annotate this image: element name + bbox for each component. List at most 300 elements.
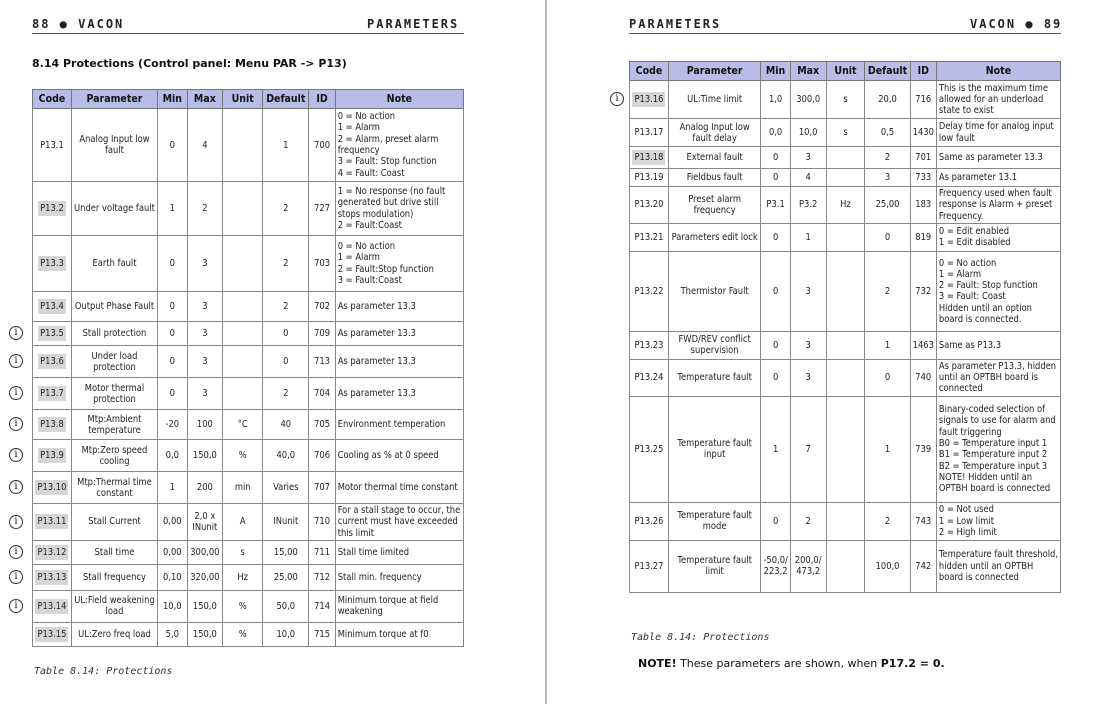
cell-id: 743 xyxy=(910,502,936,540)
cell-min: 0 xyxy=(761,331,790,359)
cell-parameter: External fault xyxy=(668,147,761,169)
cell-default: 2 xyxy=(865,251,910,331)
cell-unit: Hz xyxy=(826,187,865,224)
cell-parameter: Under load protection xyxy=(71,346,157,378)
cell-min: 0 xyxy=(158,236,187,292)
cell-min: 0 xyxy=(761,169,790,187)
section-title: 8.14 Protections (Control panel: Menu PAR -> P13) xyxy=(32,57,347,70)
cell-max: 150,0 xyxy=(187,590,223,622)
cell-id: 713 xyxy=(309,346,335,378)
table-row xyxy=(630,502,1061,540)
cell-parameter: Analog Input low fault delay xyxy=(668,119,761,147)
cell-id: 709 xyxy=(309,322,335,346)
note-line: 1 = No response (no fault generated but drive still stops modulation) xyxy=(337,185,446,220)
cell-code xyxy=(33,292,72,322)
cell-unit xyxy=(223,378,263,410)
table-row xyxy=(33,440,464,472)
note-line: Hidden until an option board is connected. xyxy=(938,302,1032,325)
right-page xyxy=(548,0,1099,704)
cell-unit xyxy=(223,236,263,292)
cell-min: 0 xyxy=(158,346,187,378)
cell-parameter: UL:Field weakening load xyxy=(71,590,157,622)
parameter-code: P13.22 xyxy=(634,285,664,297)
cell-min: 1 xyxy=(158,472,187,504)
cell-max: 10,0 xyxy=(790,119,826,147)
left-parameter-table xyxy=(32,89,464,647)
cell-min: P3.1 xyxy=(761,187,790,224)
parameter-code: P13.2 xyxy=(40,203,64,214)
cell-max: 2,0 x INunit xyxy=(187,504,223,541)
cell-min: 1,0 xyxy=(761,81,790,119)
cell-default: 15,00 xyxy=(263,540,309,564)
parameter-code: P13.19 xyxy=(634,172,664,183)
note-line: 2 = Fault:Stop function xyxy=(337,263,434,275)
parameter-code: P13.13 xyxy=(37,571,67,583)
column-header-max: Max xyxy=(790,62,826,81)
column-header-unit: Unit xyxy=(223,90,263,109)
cell-note xyxy=(335,182,463,236)
cell-unit: s xyxy=(223,540,263,564)
note-line: Minimum torque at f0 xyxy=(337,628,429,640)
cell-id: 715 xyxy=(309,622,335,646)
table-row xyxy=(630,187,1061,224)
table-row xyxy=(630,396,1061,502)
cell-code xyxy=(630,187,669,224)
cell-unit: s xyxy=(826,119,865,147)
note-line: As parameter P13.3, hidden until an OPTBH board is connected xyxy=(938,360,1057,395)
cell-note xyxy=(335,504,463,541)
note-line: 1 = Alarm xyxy=(337,122,380,134)
parameter-code: P13.7 xyxy=(40,388,64,399)
cell-parameter: Parameters edit lock xyxy=(668,223,761,251)
cell-code xyxy=(630,147,669,169)
cell-unit xyxy=(826,396,865,502)
note-line: 1 = Low limit xyxy=(938,515,995,527)
cell-max: 3 xyxy=(187,292,223,322)
cell-default: 100,0 xyxy=(865,540,910,592)
right-header-brand: VACON ● 89 xyxy=(970,17,1063,31)
info-icon: i xyxy=(610,92,624,106)
cell-note xyxy=(936,223,1060,251)
cell-note xyxy=(335,622,463,646)
note-line: 1 = Alarm xyxy=(938,268,982,280)
cell-max: 150,0 xyxy=(187,622,223,646)
cell-default: 1 xyxy=(865,331,910,359)
table-row xyxy=(33,590,464,622)
right-header-rule xyxy=(629,33,1061,34)
column-header-min: Min xyxy=(158,90,187,109)
cell-default: 0 xyxy=(263,322,309,346)
column-header-max: Max xyxy=(187,90,223,109)
cell-default: 20,0 xyxy=(865,81,910,119)
cell-id: 732 xyxy=(910,251,936,331)
cell-min: 0 xyxy=(158,322,187,346)
cell-parameter: Stall time xyxy=(71,540,157,564)
cell-max: 3 xyxy=(187,378,223,410)
cell-code xyxy=(33,540,72,564)
cell-unit: s xyxy=(826,81,865,119)
note-line: 0 = No action xyxy=(337,111,396,123)
cell-note xyxy=(936,147,1060,169)
note-line: 3 = Fault: Coast xyxy=(938,291,1006,303)
cell-parameter: Temperature fault limit xyxy=(668,540,761,592)
cell-code xyxy=(630,223,669,251)
cell-id: 716 xyxy=(910,81,936,119)
cell-default: 2 xyxy=(263,236,309,292)
cell-note xyxy=(335,564,463,590)
cell-code xyxy=(630,331,669,359)
table-row xyxy=(33,472,464,504)
table-row xyxy=(33,346,464,378)
cell-unit xyxy=(826,251,865,331)
cell-unit xyxy=(826,359,865,396)
cell-id: 183 xyxy=(910,187,936,224)
column-header-unit: Unit xyxy=(826,62,865,81)
left-page xyxy=(0,0,545,704)
column-header-code: Code xyxy=(33,90,72,109)
parameter-code: P13.11 xyxy=(37,516,67,528)
cell-max: 2 xyxy=(187,182,223,236)
cell-unit: A xyxy=(223,504,263,541)
cell-code xyxy=(630,540,669,592)
note-line: This is the maximum time allowed for an underload state to exist xyxy=(938,82,1049,117)
cell-parameter: Analog Input low fault xyxy=(71,109,157,182)
cell-id: 701 xyxy=(910,147,936,169)
cell-code xyxy=(33,182,72,236)
cell-max: 3 xyxy=(790,359,826,396)
note-line: Same as parameter 13.3 xyxy=(938,151,1043,163)
cell-note xyxy=(335,346,463,378)
table-row xyxy=(33,109,464,182)
table-row xyxy=(630,81,1061,119)
cell-parameter: Output Phase Fault xyxy=(71,292,157,322)
cell-unit xyxy=(223,322,263,346)
cell-code xyxy=(630,502,669,540)
cell-unit xyxy=(223,109,263,182)
note-line: B0 = Temperature input 1 xyxy=(938,437,1048,449)
table-row xyxy=(33,540,464,564)
cell-note xyxy=(936,396,1060,502)
column-header-parameter: Parameter xyxy=(71,90,157,109)
parameter-code: P13.16 xyxy=(634,94,664,105)
note-line: Same as P13.3 xyxy=(938,339,1002,351)
cell-note xyxy=(936,119,1060,147)
cell-parameter: Earth fault xyxy=(71,236,157,292)
note-line: 3 = Fault: Stop function xyxy=(337,156,437,168)
cell-min: 0,10 xyxy=(158,564,187,590)
column-header-default: Default xyxy=(263,90,309,109)
cell-max: 3 xyxy=(187,236,223,292)
info-icon: i xyxy=(9,599,23,613)
cell-note xyxy=(936,169,1060,187)
note-line: 0 = No action xyxy=(337,240,396,252)
cell-id: 705 xyxy=(309,410,335,440)
table-row xyxy=(33,322,464,346)
parameter-code: P13.3 xyxy=(40,258,64,269)
cell-code xyxy=(33,504,72,541)
cell-max: 300,0 xyxy=(790,81,826,119)
cell-min: 0 xyxy=(158,109,187,182)
note-line: Minimum torque at field weakening xyxy=(337,595,439,618)
cell-min: 10,0 xyxy=(158,590,187,622)
cell-parameter: Under voltage fault xyxy=(71,182,157,236)
cell-min: 0 xyxy=(158,378,187,410)
cell-unit: % xyxy=(223,622,263,646)
table-row xyxy=(33,622,464,646)
cell-default: 2 xyxy=(263,292,309,322)
parameter-code: P13.23 xyxy=(634,339,664,351)
cell-id: 740 xyxy=(910,359,936,396)
cell-default: 1 xyxy=(263,109,309,182)
cell-code xyxy=(33,590,72,622)
cell-code xyxy=(630,359,669,396)
parameter-code: P13.15 xyxy=(37,628,67,640)
column-header-code: Code xyxy=(630,62,669,81)
cell-id: 1463 xyxy=(910,331,936,359)
parameter-code: P13.24 xyxy=(634,372,664,384)
cell-max: 2 xyxy=(790,502,826,540)
cell-note xyxy=(936,331,1060,359)
info-icon: i xyxy=(9,326,23,340)
cell-unit: °C xyxy=(223,410,263,440)
table-row xyxy=(33,378,464,410)
cell-parameter: Mtp:Zero speed cooling xyxy=(71,440,157,472)
cell-parameter: Motor thermal protection xyxy=(71,378,157,410)
cell-max: 7 xyxy=(790,396,826,502)
cell-note xyxy=(335,472,463,504)
note-line: Frequency used when fault response is Alarm + preset Frequency. xyxy=(938,188,1053,222)
table-row xyxy=(630,359,1061,396)
cell-code xyxy=(630,169,669,187)
cell-min: 0,00 xyxy=(158,540,187,564)
cell-unit: min xyxy=(223,472,263,504)
cell-id: 702 xyxy=(309,292,335,322)
info-icon: i xyxy=(9,570,23,584)
cell-code xyxy=(33,472,72,504)
column-header-id: ID xyxy=(309,90,335,109)
note-line: For a stall stage to occur, the current must have exceeded this limit xyxy=(337,505,461,539)
note-line: Binary-coded selection of signals to use for alarm and fault triggering xyxy=(938,404,1056,438)
note-line: 1 = Edit disabled xyxy=(938,237,1011,249)
cell-id: 733 xyxy=(910,169,936,187)
cell-parameter: Mtp:Ambient temperature xyxy=(71,410,157,440)
table-row xyxy=(33,292,464,322)
cell-note xyxy=(335,236,463,292)
cell-note xyxy=(335,410,463,440)
cell-default: 40 xyxy=(263,410,309,440)
cell-default: 10,0 xyxy=(263,622,309,646)
cell-default: 40,0 xyxy=(263,440,309,472)
note-line: 2 = Alarm, preset alarm frequency xyxy=(337,133,439,156)
info-icon: i xyxy=(9,417,23,431)
parameter-code: P13.14 xyxy=(37,600,67,612)
column-header-id: ID xyxy=(910,62,936,81)
cell-code xyxy=(33,236,72,292)
cell-parameter: Fieldbus fault xyxy=(668,169,761,187)
cell-id: 710 xyxy=(309,504,335,541)
cell-unit xyxy=(826,540,865,592)
cell-default: 2 xyxy=(865,147,910,169)
cell-id: 706 xyxy=(309,440,335,472)
cell-id: 707 xyxy=(309,472,335,504)
cell-max: 200 xyxy=(187,472,223,504)
cell-id: 711 xyxy=(309,540,335,564)
table-row xyxy=(630,147,1061,169)
cell-unit xyxy=(826,331,865,359)
cell-max: 150,0 xyxy=(187,440,223,472)
cell-min: 1 xyxy=(158,182,187,236)
cell-default: Varies xyxy=(263,472,309,504)
cell-id: 700 xyxy=(309,109,335,182)
cell-unit xyxy=(223,292,263,322)
cell-default: 0,5 xyxy=(865,119,910,147)
table-row xyxy=(630,119,1061,147)
cell-note xyxy=(335,540,463,564)
table-row xyxy=(33,236,464,292)
column-header-note: Note xyxy=(936,62,1060,81)
cell-max: 3 xyxy=(790,331,826,359)
page-gutter xyxy=(545,0,547,704)
cell-max: 3 xyxy=(187,322,223,346)
cell-parameter: Stall Current xyxy=(71,504,157,541)
cell-note xyxy=(936,359,1060,396)
column-header-min: Min xyxy=(761,62,790,81)
table-row xyxy=(33,504,464,541)
cell-max: 320,00 xyxy=(187,564,223,590)
note-line: Stall min. frequency xyxy=(337,571,422,583)
cell-min: 0,0 xyxy=(158,440,187,472)
note-line: B2 = Temperature input 3 xyxy=(938,460,1048,472)
cell-id: 712 xyxy=(309,564,335,590)
cell-unit: Hz xyxy=(223,564,263,590)
cell-note xyxy=(936,251,1060,331)
table-row xyxy=(33,410,464,440)
cell-code xyxy=(630,81,669,119)
table-row xyxy=(33,564,464,590)
info-icon: i xyxy=(9,480,23,494)
parameter-code: P13.26 xyxy=(634,515,664,527)
cell-id: 742 xyxy=(910,540,936,592)
table-row xyxy=(630,540,1061,592)
cell-min: 1 xyxy=(761,396,790,502)
parameter-code: P13.4 xyxy=(40,301,64,312)
cell-code xyxy=(33,378,72,410)
cell-id: 1430 xyxy=(910,119,936,147)
cell-min: 5,0 xyxy=(158,622,187,646)
info-icon: i xyxy=(9,354,23,368)
cell-id: 703 xyxy=(309,236,335,292)
cell-code xyxy=(630,119,669,147)
parameter-code: P13.17 xyxy=(634,127,664,138)
cell-default: 25,00 xyxy=(865,187,910,224)
cell-note xyxy=(335,292,463,322)
note-line: NOTE! Hidden until an OPTBH board is connected xyxy=(938,471,1051,495)
cell-note xyxy=(335,378,463,410)
info-icon: i xyxy=(9,545,23,559)
parameter-code: P13.27 xyxy=(634,560,664,572)
table-row xyxy=(630,331,1061,359)
cell-min: -50,0/ 223,2 xyxy=(761,540,790,592)
cell-code xyxy=(33,322,72,346)
cell-parameter: Temperature fault xyxy=(668,359,761,396)
right-table-caption: Table 8.14: Protections xyxy=(631,632,770,643)
cell-max: 3 xyxy=(187,346,223,378)
parameter-code: P13.5 xyxy=(40,328,64,339)
cell-id: 819 xyxy=(910,223,936,251)
cell-min: 0,00 xyxy=(158,504,187,541)
cell-default: 0 xyxy=(865,223,910,251)
parameter-code: P13.18 xyxy=(634,152,664,163)
parameter-code: P13.21 xyxy=(634,231,664,243)
cell-code xyxy=(33,346,72,378)
cell-default: 50,0 xyxy=(263,590,309,622)
cell-max: 1 xyxy=(790,223,826,251)
note-line: B1 = Temperature input 2 xyxy=(938,449,1048,461)
cell-id: 727 xyxy=(309,182,335,236)
cell-default: 1 xyxy=(865,396,910,502)
note-line: Stall time limited xyxy=(337,546,410,558)
table-row xyxy=(630,169,1061,187)
note-line: 0 = Not used xyxy=(938,504,994,516)
cell-id: 704 xyxy=(309,378,335,410)
cell-min: 0 xyxy=(761,147,790,169)
cell-min: 0 xyxy=(761,359,790,396)
cell-parameter: UL:Time limit xyxy=(668,81,761,119)
note-line: 2 = Fault:Coast xyxy=(337,219,402,231)
cell-note xyxy=(335,109,463,182)
cell-parameter: Mtp:Thermal time constant xyxy=(71,472,157,504)
note-line: As parameter 13.3 xyxy=(337,355,416,367)
cell-note xyxy=(936,81,1060,119)
right-header-section: PARAMETERS xyxy=(629,17,722,31)
left-header-brand: 88 ● VACON xyxy=(32,17,125,31)
parameter-code: P13.12 xyxy=(37,546,67,558)
right-parameter-table xyxy=(629,61,1061,593)
cell-id: 714 xyxy=(309,590,335,622)
cell-max: 300,00 xyxy=(187,540,223,564)
parameter-code: P13.9 xyxy=(40,450,64,461)
cell-max: 4 xyxy=(790,169,826,187)
cell-id: 739 xyxy=(910,396,936,502)
cell-unit xyxy=(826,223,865,251)
note-line: As parameter 13.3 xyxy=(337,327,416,339)
left-table-caption: Table 8.14: Protections xyxy=(34,666,173,677)
note-line: As parameter 13.3 xyxy=(337,300,416,312)
visibility-note: NOTE! These parameters are shown, when P17.2 = 0. xyxy=(638,657,945,670)
table-row xyxy=(630,251,1061,331)
cell-note xyxy=(335,590,463,622)
note-line: Temperature fault threshold, hidden until an OPTBH board is connected xyxy=(938,549,1059,583)
cell-default: 2 xyxy=(865,502,910,540)
parameter-code: P13.6 xyxy=(40,356,64,367)
cell-max: P3.2 xyxy=(790,187,826,224)
cell-note xyxy=(335,440,463,472)
column-header-parameter: Parameter xyxy=(668,62,761,81)
left-header-rule xyxy=(32,33,464,34)
cell-default: INunit xyxy=(263,504,309,541)
cell-min: -20 xyxy=(158,410,187,440)
cell-default: 25,00 xyxy=(263,564,309,590)
cell-note xyxy=(335,322,463,346)
note-line: As parameter 13.1 xyxy=(938,171,1018,183)
cell-note xyxy=(936,540,1060,592)
cell-default: 0 xyxy=(865,359,910,396)
cell-code xyxy=(33,410,72,440)
parameter-code: P13.8 xyxy=(40,419,64,430)
cell-parameter: Stall frequency xyxy=(71,564,157,590)
note-line: Motor thermal time constant xyxy=(337,481,458,493)
cell-note xyxy=(936,187,1060,224)
